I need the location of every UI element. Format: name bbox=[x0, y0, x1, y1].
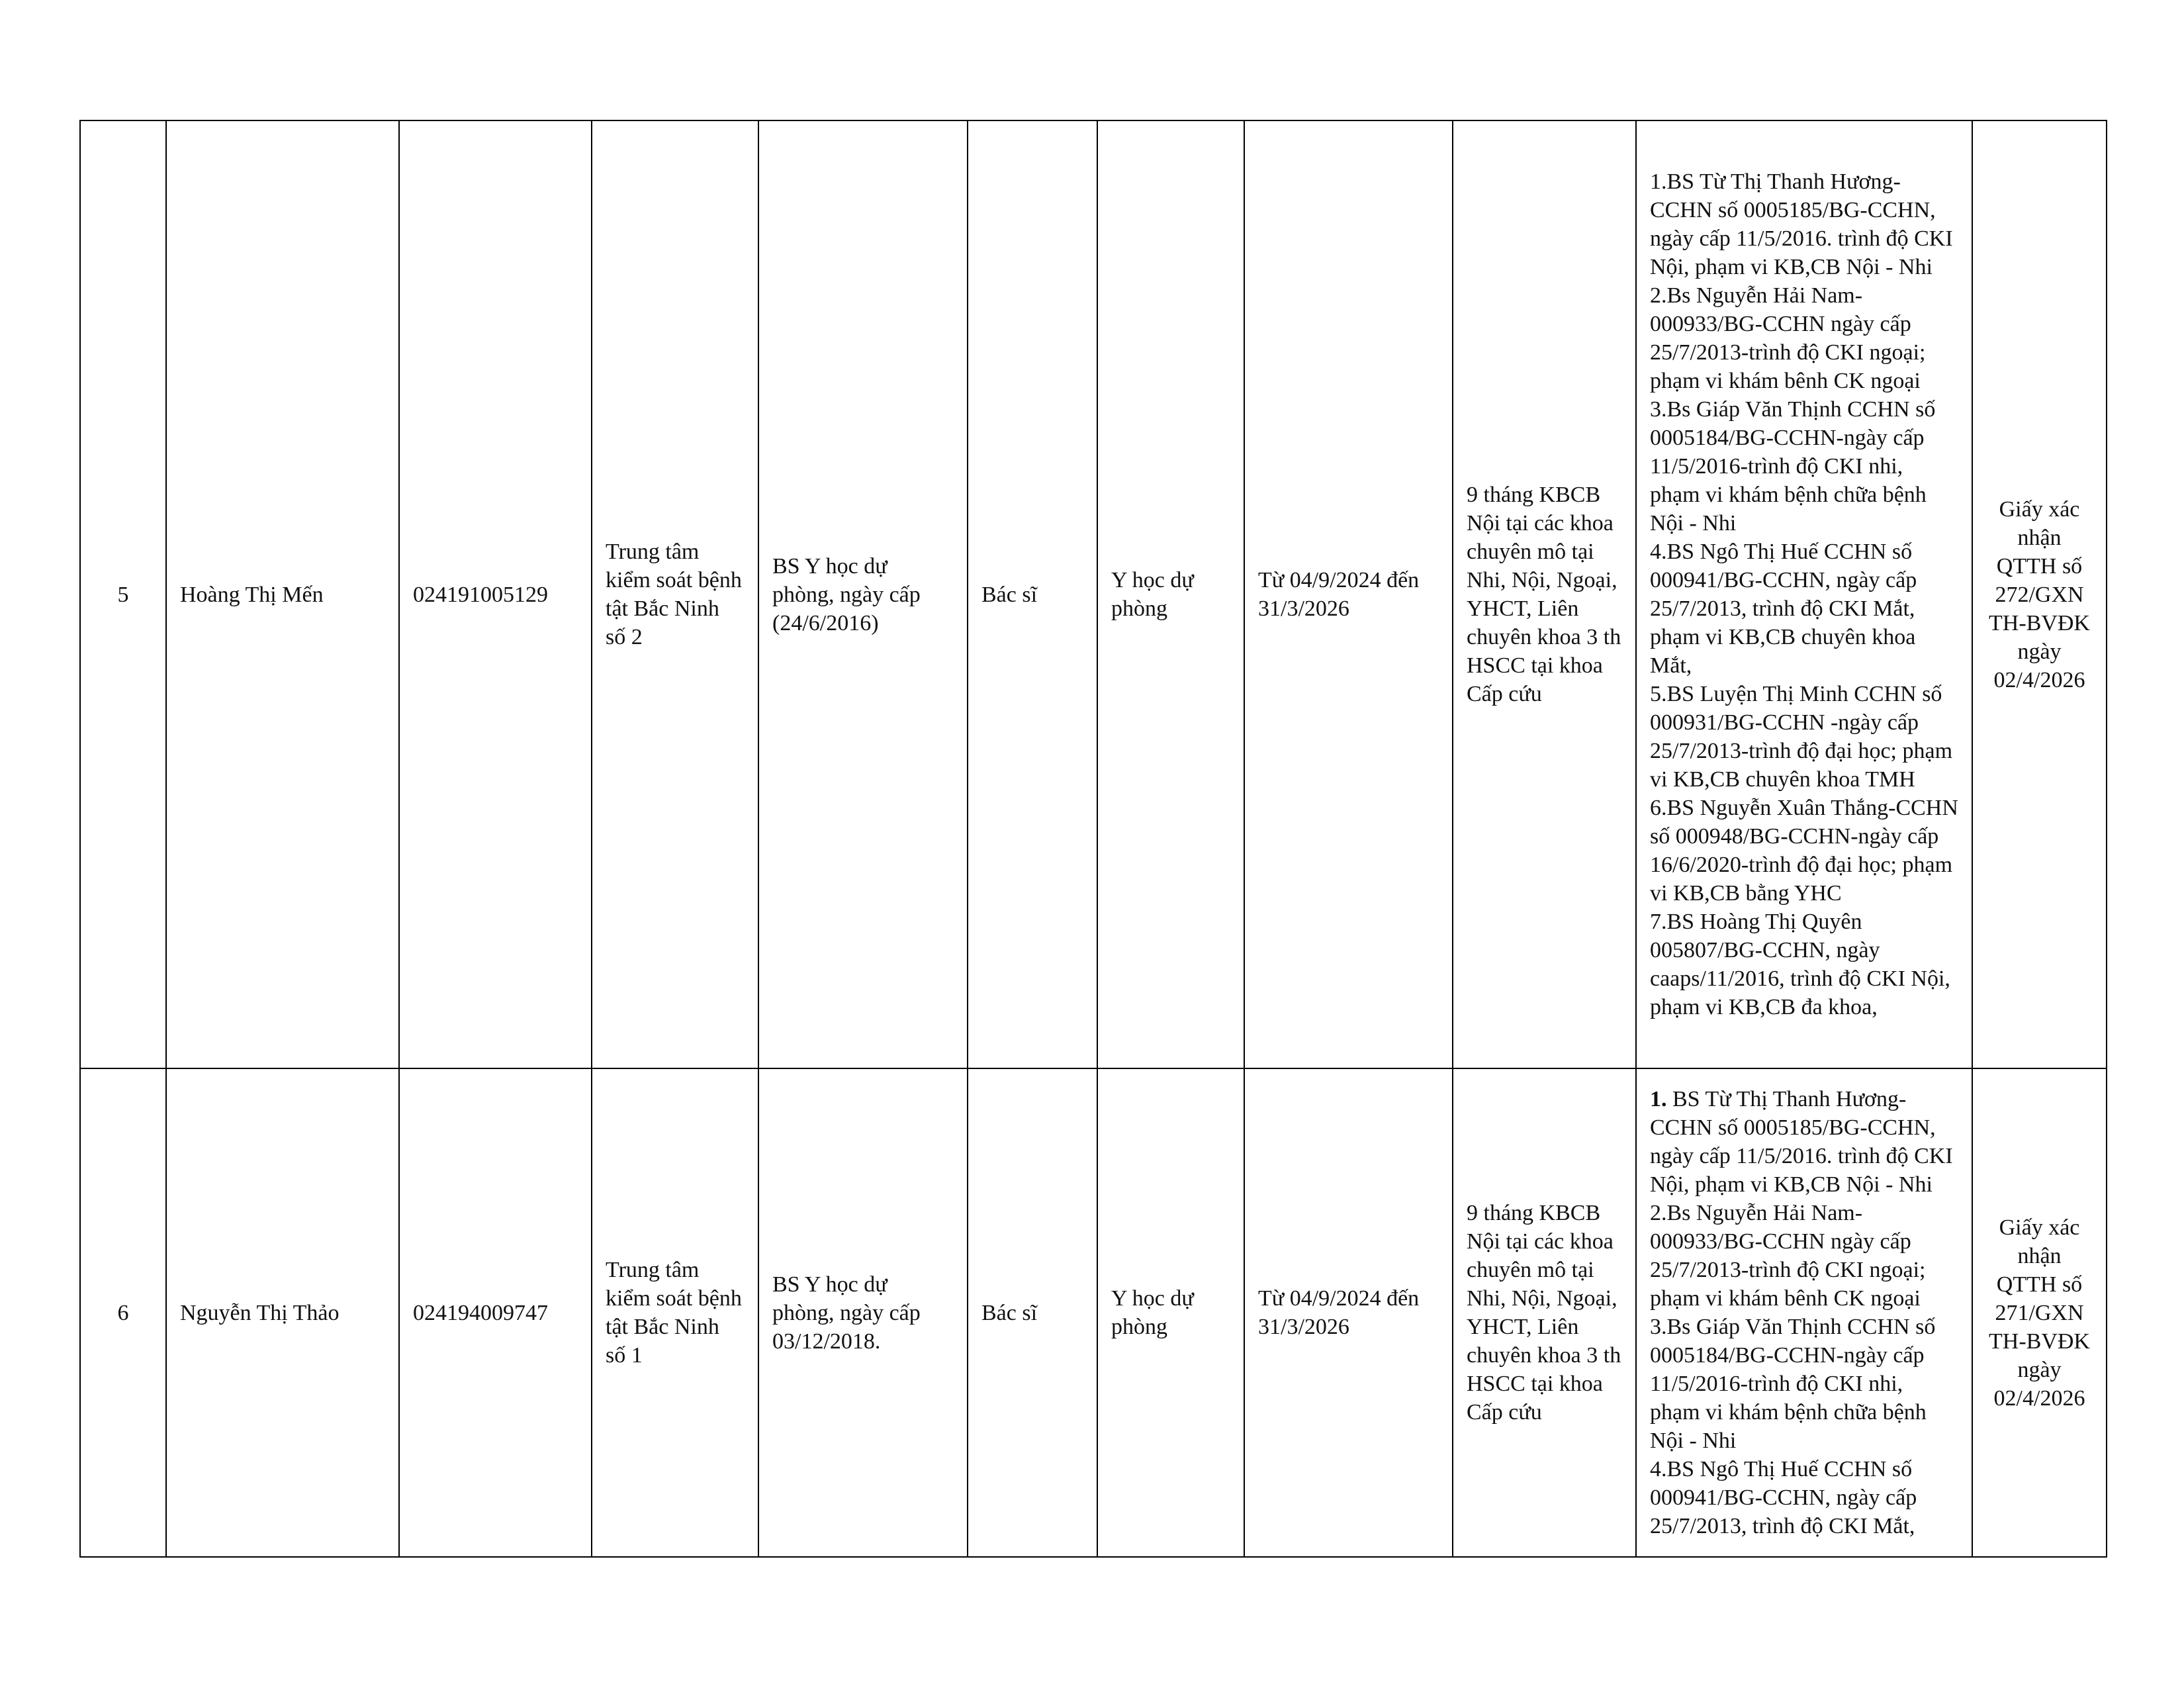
practice-content: 9 tháng KBCB Nội tại các khoa chuyên mô tại Nhi, Nội, Ngoại, YHCT, Liên chuyên khoa 3 th HSCC tại khoa Cấp cứu bbox=[1453, 1068, 1636, 1557]
supervisor-entry bbox=[1650, 1085, 1958, 1199]
supervisor-entry: 1.BS Từ Thị Thanh Hương-CCHN số 0005185/BG-CCHN, ngày cấp 11/5/2016. trình độ CKI Nội, phạm vi KB,CB Nội - Nhi bbox=[1650, 169, 1953, 279]
supervisor-entry: 2.Bs Nguyễn Hải Nam-000933/BG-CCHN ngày cấp 25/7/2013-trình độ CKI ngoại; phạm vi khám bênh CK ngoại bbox=[1650, 283, 1926, 393]
professional-title: Bác sĩ bbox=[968, 1068, 1097, 1557]
practice-records-table bbox=[79, 120, 2107, 1558]
supervisor-number: 1. bbox=[1650, 1087, 1667, 1111]
table-row bbox=[80, 1068, 2107, 1557]
degree: BS Y học dự phòng, ngày cấp (24/6/2016) bbox=[758, 120, 968, 1068]
row-number: 5 bbox=[80, 120, 166, 1068]
specialty: Y học dự phòng bbox=[1097, 120, 1244, 1068]
id-number: 024194009747 bbox=[399, 1068, 592, 1557]
supervisor-entry: 2.Bs Nguyễn Hải Nam-000933/BG-CCHN ngày cấp 25/7/2013-trình độ CKI ngoại; phạm vi khám bênh CK ngoại bbox=[1650, 1201, 1926, 1311]
degree: BS Y học dự phòng, ngày cấp 03/12/2018. bbox=[758, 1068, 968, 1557]
supervisor-entry: 3.Bs Giáp Văn Thịnh CCHN số 0005184/BG-CCHN-ngày cấp 11/5/2016-trình độ CKI nhi, phạm vi khám bệnh chữa bệnh Nội - Nhi bbox=[1650, 1315, 1936, 1453]
confirmation-document: Giấy xác nhận QTTH số 272/GXN TH-BVĐK ngày 02/4/2026 bbox=[1972, 120, 2107, 1068]
table-row bbox=[80, 120, 2107, 1068]
row-number: 6 bbox=[80, 1068, 166, 1557]
supervisor-entry: 6.BS Nguyễn Xuân Thắng-CCHN số 000948/BG-CCHN-ngày cấp 16/6/2020-trình độ đại học; phạm vi KB,CB bằng YHC bbox=[1650, 796, 1958, 906]
supervisor-list bbox=[1636, 120, 1972, 1068]
supervisor-entry: 3.Bs Giáp Văn Thịnh CCHN số 0005184/BG-CCHN-ngày cấp 11/5/2016-trình độ CKI nhi, phạm vi khám bệnh chữa bệnh Nội - Nhi bbox=[1650, 397, 1936, 536]
supervisor-entry: 4.BS Ngô Thị Huế CCHN số 000941/BG-CCHN, ngày cấp 25/7/2013, trình độ CKI Mắt, bbox=[1650, 1457, 1917, 1538]
supervisor-text: BS Từ Thị Thanh Hương-CCHN số 0005185/BG-CCHN, ngày cấp 11/5/2016. trình độ CKI Nội, phạm vi KB,CB Nội - Nhi bbox=[1650, 1087, 1953, 1197]
trainee-name: Hoàng Thị Mến bbox=[166, 120, 399, 1068]
supervisor-entry: 4.BS Ngô Thị Huế CCHN số 000941/BG-CCHN, ngày cấp 25/7/2013, trình độ CKI Mắt, phạm vi KB,CB chuyên khoa Mắt, bbox=[1650, 539, 1917, 678]
practice-content: 9 tháng KBCB Nội tại các khoa chuyên mô tại Nhi, Nội, Ngoại, YHCT, Liên chuyên khoa 3 th HSCC tại khoa Cấp cứu bbox=[1453, 120, 1636, 1068]
workplace: Trung tâm kiểm soát bệnh tật Bắc Ninh số 2 bbox=[592, 120, 758, 1068]
workplace: Trung tâm kiểm soát bệnh tật Bắc Ninh số 1 bbox=[592, 1068, 758, 1557]
trainee-name: Nguyễn Thị Thảo bbox=[166, 1068, 399, 1557]
professional-title: Bác sĩ bbox=[968, 120, 1097, 1068]
practice-period: Từ 04/9/2024 đến 31/3/2026 bbox=[1244, 1068, 1453, 1557]
specialty: Y học dự phòng bbox=[1097, 1068, 1244, 1557]
id-number: 024191005129 bbox=[399, 120, 592, 1068]
supervisor-entry: 7.BS Hoàng Thị Quyên 005807/BG-CCHN, ngày caaps/11/2016, trình độ CKI Nội, phạm vi KB,CB đa khoa, bbox=[1650, 910, 1950, 1019]
confirmation-document: Giấy xác nhận QTTH số 271/GXN TH-BVĐK ngày 02/4/2026 bbox=[1972, 1068, 2107, 1557]
supervisor-list bbox=[1636, 1068, 1972, 1557]
practice-period: Từ 04/9/2024 đến 31/3/2026 bbox=[1244, 120, 1453, 1068]
supervisor-entry: 5.BS Luyện Thị Minh CCHN số 000931/BG-CCHN -ngày cấp 25/7/2013-trình độ đại học; phạm vi KB,CB chuyên khoa TMH bbox=[1650, 682, 1953, 792]
